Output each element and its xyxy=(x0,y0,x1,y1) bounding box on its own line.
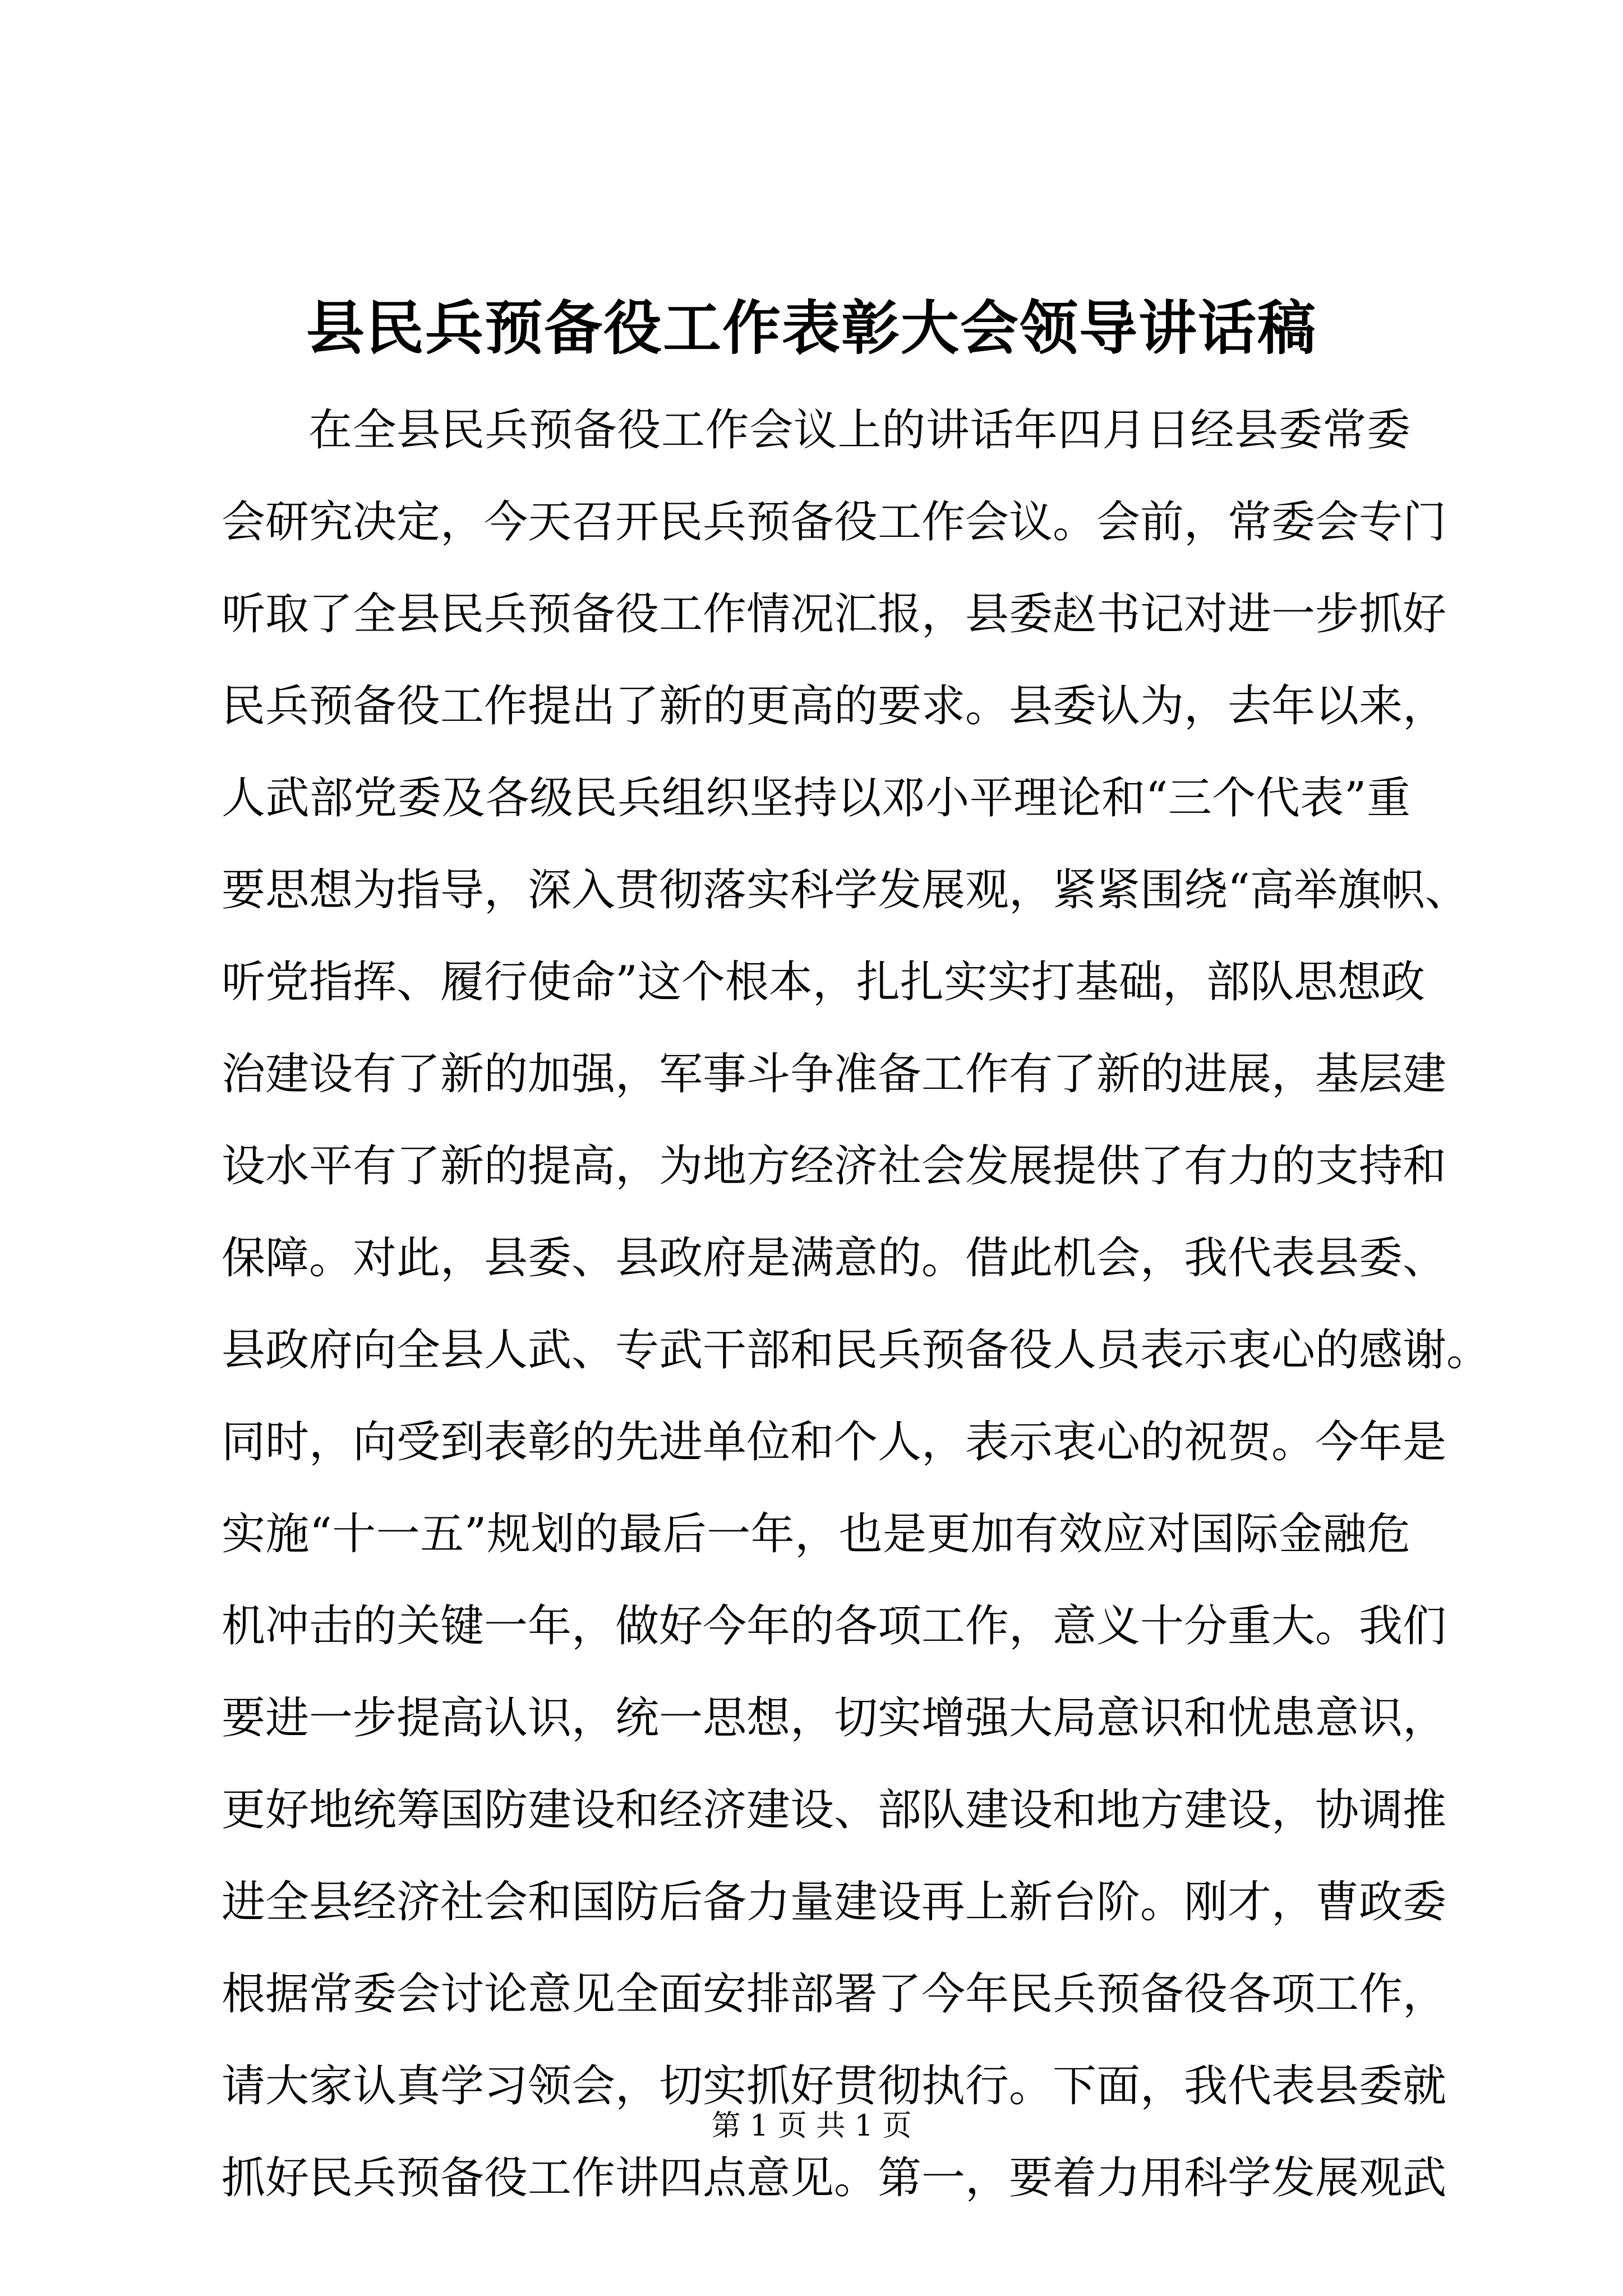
document-body xyxy=(222,384,1491,2224)
body-line: 同时，向受到表彰的先进单位和个人，表示衷心的祝贺。今年是 xyxy=(222,1417,1447,1467)
body-line: 保障。对此，县委、县政府是满意的。借此机会，我代表县委、 xyxy=(222,1233,1447,1283)
body-line: 请大家认真学习领会，切实抓好贯彻执行。下面，我代表县委就 xyxy=(222,2061,1447,2111)
body-line: 进全县经济社会和国防后备力量建设再上新台阶。刚才，曹政委 xyxy=(222,1877,1447,1927)
body-line: 抓好民兵预备役工作讲四点意见。第一，要着力用科学发展观武 xyxy=(222,2153,1447,2203)
page-number-footer: 第 1 页 共 1 页 xyxy=(711,2109,912,2143)
body-line: 治建设有了新的加强，军事斗争准备工作有了新的进展，基层建 xyxy=(222,1049,1447,1099)
body-line: 民兵预备役工作提出了新的更高的要求。县委认为，去年以来， xyxy=(222,681,1447,731)
body-line: 会研究决定，今天召开民兵预备役工作会议。会前，常委会专门 xyxy=(222,497,1447,547)
body-line: 听党指挥、履行使命”这个根本，扎扎实实打基础，部队思想政 xyxy=(222,957,1425,1007)
body-line: 实施“十一五”规划的最后一年，也是更加有效应对国际金融危 xyxy=(222,1509,1410,1559)
body-line: 设水平有了新的提高，为地方经济社会发展提供了有力的支持和 xyxy=(222,1141,1447,1191)
body-line: 在全县民兵预备役工作会议上的讲话年四月日经县委常委 xyxy=(308,405,1410,455)
body-line: 听取了全县民兵预备役工作情况汇报，县委赵书记对进一步抓好 xyxy=(222,589,1447,639)
body-line: 人武部党委及各级民兵组织坚持以邓小平理论和“三个代表”重 xyxy=(222,773,1410,823)
document-title: 县民兵预备役工作表彰大会领导讲话稿 xyxy=(306,293,1317,362)
body-line: 县政府向全县人武、专武干部和民兵预备役人员表示衷心的感谢。 xyxy=(222,1325,1491,1375)
body-line: 机冲击的关键一年，做好今年的各项工作，意义十分重大。我们 xyxy=(222,1601,1447,1651)
body-line: 要进一步提高认识，统一思想，切实增强大局意识和忧患意识， xyxy=(222,1693,1447,1743)
body-line: 根据常委会讨论意见全面安排部署了今年民兵预备役各项工作， xyxy=(222,1969,1447,2019)
body-line: 更好地统筹国防建设和经济建设、部队建设和地方建设，协调推 xyxy=(222,1785,1447,1835)
body-line: 要思想为指导，深入贯彻落实科学发展观，紧紧围绕“高举旗帜、 xyxy=(222,865,1469,915)
